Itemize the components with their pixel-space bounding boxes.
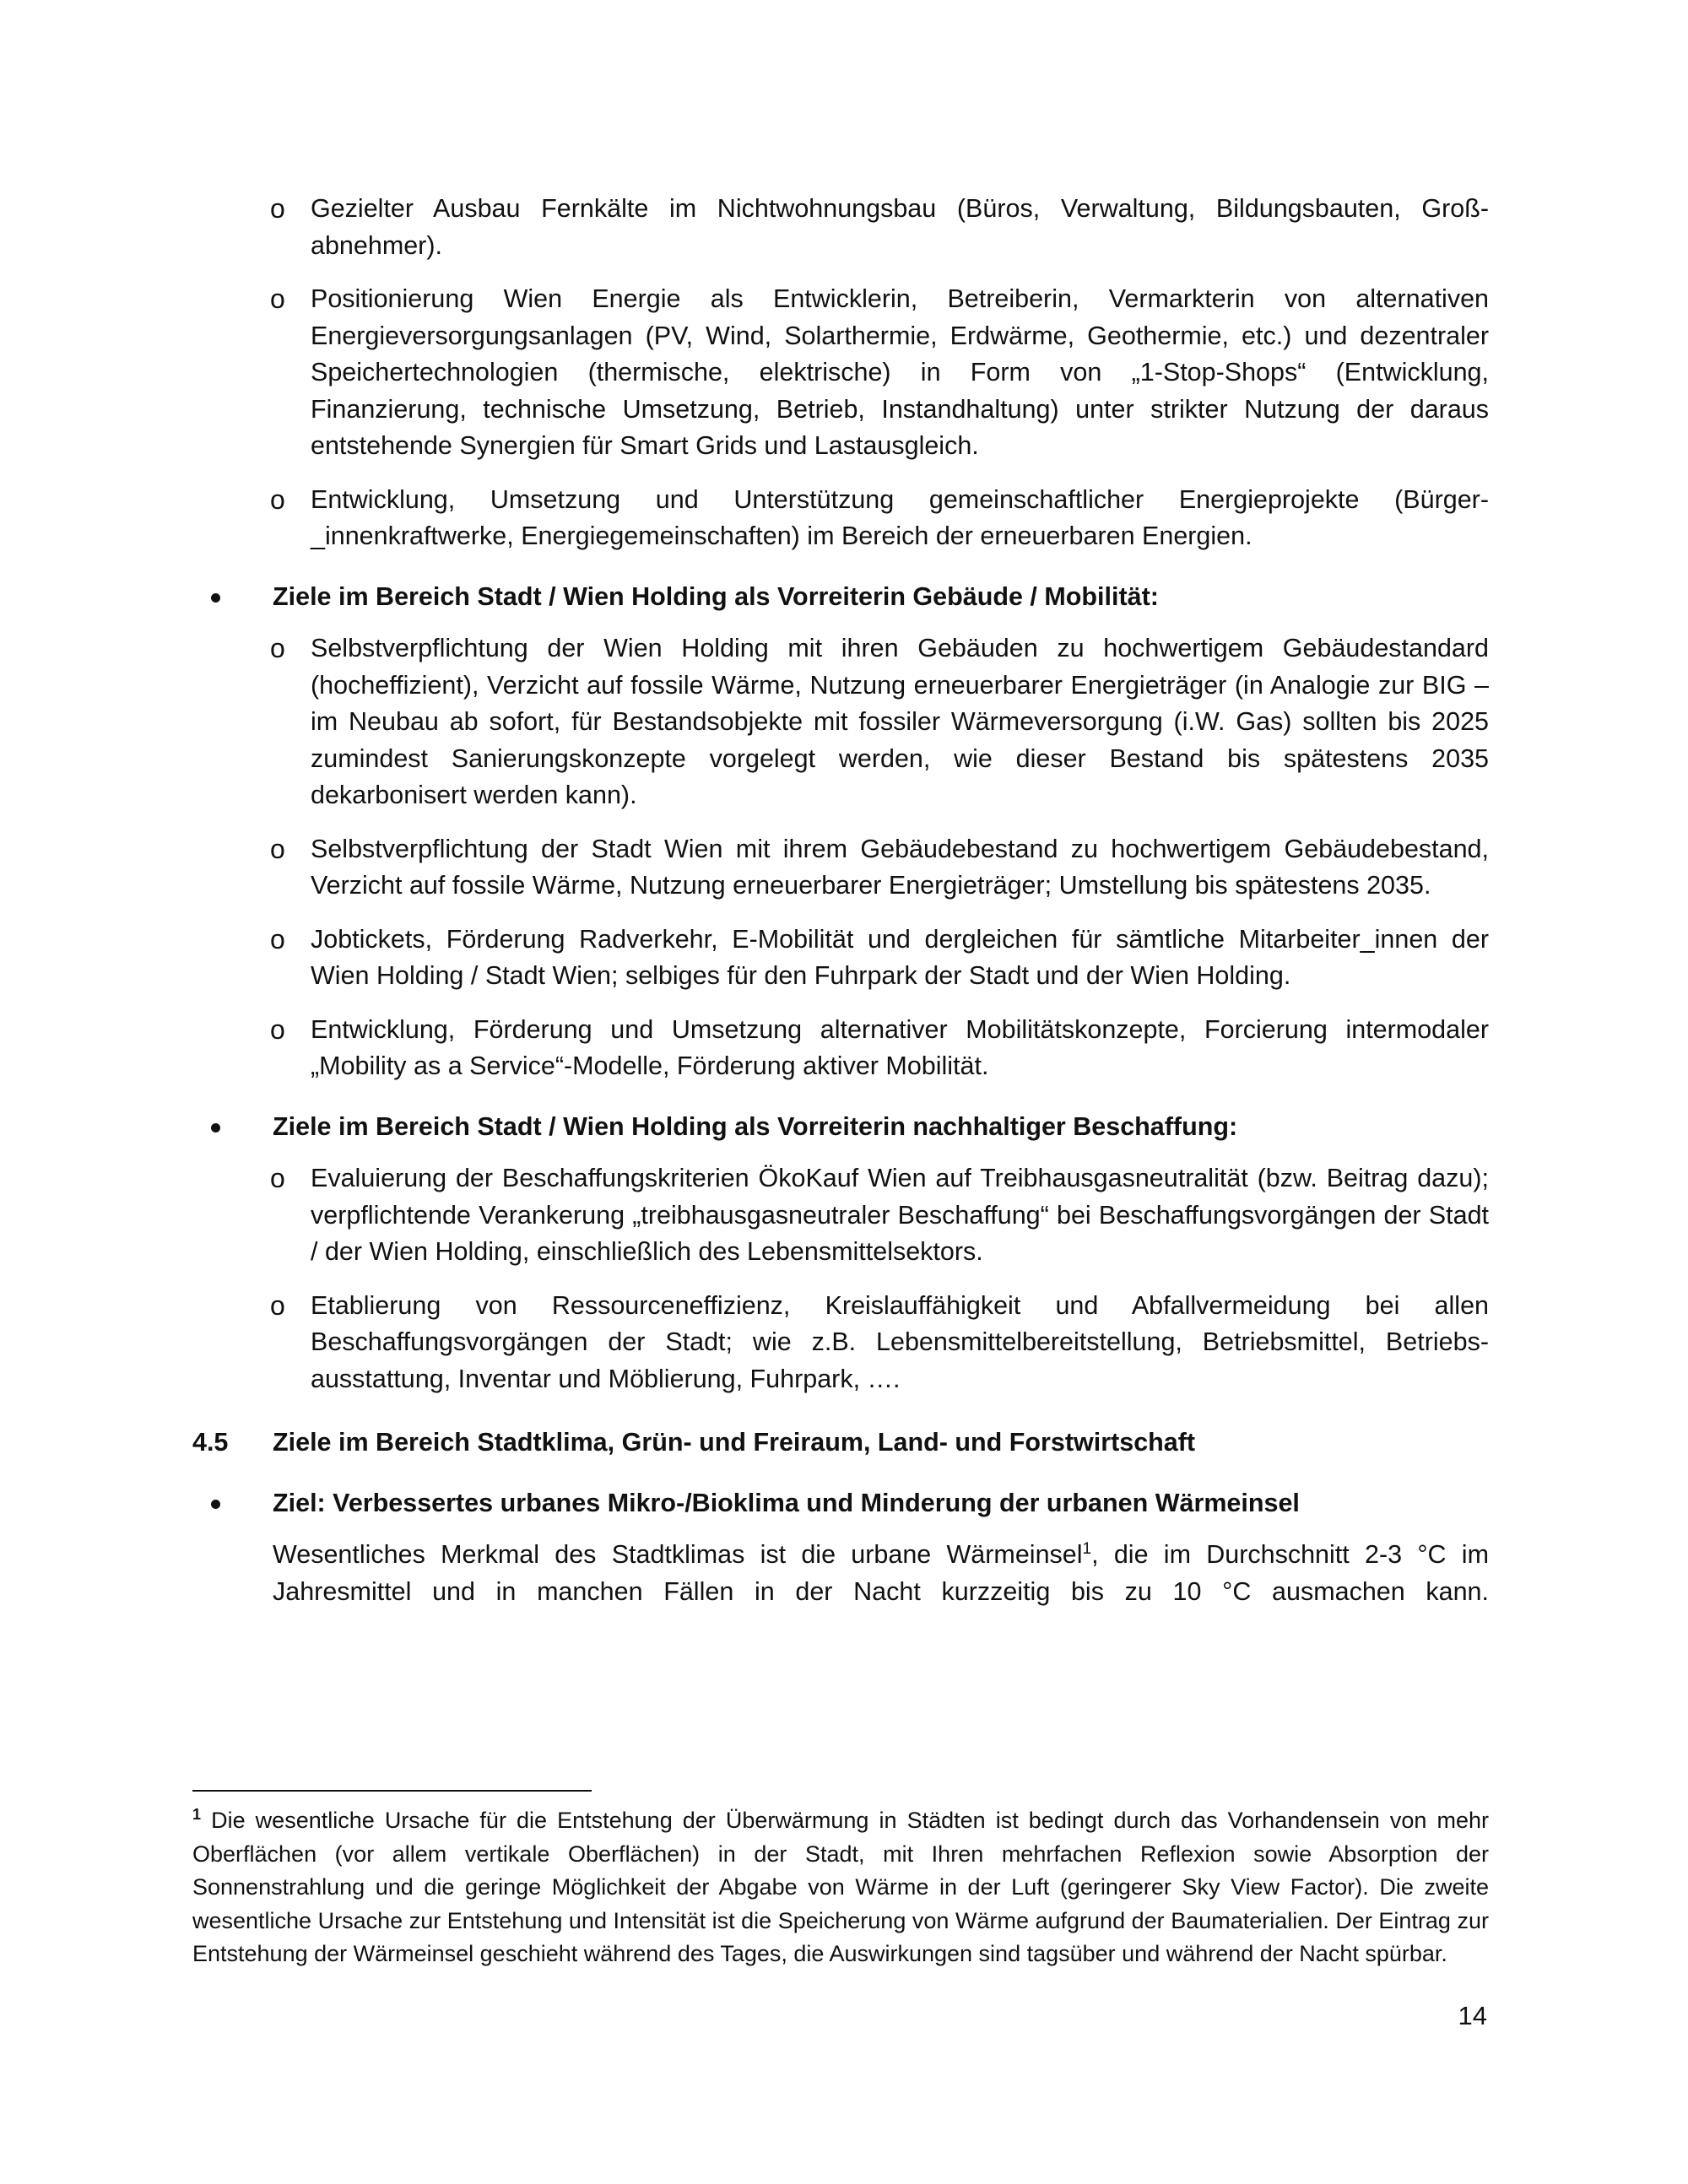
- paragraph-text-continued: , die im Durchschnitt 2-3 °C im Jahresmittel und in manchen Fällen in der Nacht kurzzeitig bis zu 10 °C ausmachen kann.: [273, 1540, 1489, 1606]
- section-title: Ziele im Bereich Stadtklima, Grün- und Freiraum, Land- und Forstwirtschaft: [273, 1428, 1196, 1457]
- section-heading: [192, 1424, 1489, 1462]
- goal-heading: [192, 1485, 1489, 1522]
- footnote-separator: [192, 1790, 592, 1792]
- list-item: [192, 191, 1489, 264]
- list-item-text: Entwicklung, Förderung und Umsetzung alternativer Mobilitätskonzepte, Forcierung intermodaler „Mobility as a Service“-Modelle, Förderung aktiver Mobilität.: [311, 1014, 1489, 1080]
- list-item-text: Jobtickets, Förderung Radverkehr, E-Mobilität und dergleichen für sämtliche Mitarbeiter_innen der Wien Holding / Stadt Wien; selbiges für den Fuhrpark der Stadt und der Wien Holding.: [311, 924, 1489, 990]
- circle-bullet-icon: o: [270, 284, 285, 314]
- list-item-text: Gezielter Ausbau Fernkälte im Nichtwohnungsbau (Büros, Verwaltung, Bildungsbauten, Großabnehmer).: [311, 194, 1489, 260]
- footnote: [192, 1804, 1489, 1971]
- list-item: [192, 281, 1489, 465]
- list-item-text: Selbstverpflichtung der Stadt Wien mit ihrem Gebäudebestand zu hochwertigem Gebäudebestand, Verzicht auf fossile Wärme, Nutzung erneuerbarer Energieträger; Umstellung bis spätestens 2035.: [311, 834, 1489, 900]
- list-item-text: Etablierung von Ressourceneffizienz, Kreislauffähigkeit und Abfallvermeidung bei allen Beschaffungsvorgängen der Stadt; wie z.B. Lebensmittelbereitstellung, Betriebsmittel, Betriebsausstattung, Inventar und Möblierung, Fuhrpark, ….: [311, 1290, 1489, 1393]
- circle-bullet-icon: o: [270, 484, 285, 515]
- bullet-heading-text: Ziele im Bereich Stadt / Wien Holding als Vorreiterin nachhaltiger Beschaffung:: [273, 1111, 1238, 1141]
- paragraph-text: Wesentliches Merkmal des Stadtklimas ist die urbane Wärmeinsel: [273, 1540, 1083, 1569]
- circle-bullet-icon: o: [270, 1014, 285, 1045]
- bullet-heading-text: Ziel: Verbessertes urbanes Mikro-/Bioklima und Minderung der urbanen Wärmeinsel: [273, 1488, 1300, 1517]
- list-item-text: Evaluierung der Beschaffungskriterien ÖkoKauf Wien auf Treibhausgasneutralität (bzw. Beitrag dazu); verpflichtende Verankerung „treibhausgasneutraler Beschaffung“ bei Beschaffungsvorgängen der Stadt / der Wien Holding, einschließlich des Lebensmittelsektors.: [311, 1164, 1489, 1266]
- main-content: [192, 191, 1489, 1610]
- section-number: 4.5: [192, 1428, 229, 1457]
- list-item-text: Positionierung Wien Energie als Entwicklerin, Betreiberin, Vermarkterin von alternativen Energieversorgungsanlagen (PV, Wind, Solarthermie, Erdwärme, Geothermie, etc.) und dezentraler Speichertechnologien (thermische, elektrische) in Form von „1-Stop-Shops“ (Entwicklung, Finanzierung, technische Umsetzung, Betrieb, Instandhaltung) unter strikter Nutzung der daraus entstehende Synergien für Smart Grids und Lastausgleich.: [311, 284, 1489, 460]
- buildings-mobility-list: [192, 630, 1489, 1085]
- list-item: [192, 831, 1489, 905]
- goal-paragraph: [192, 1537, 1489, 1610]
- circle-bullet-icon: o: [270, 1289, 285, 1321]
- list-item: [192, 1012, 1489, 1085]
- procurement-heading: [192, 1109, 1489, 1146]
- bullet-heading-text: Ziele im Bereich Stadt / Wien Holding als Vorreiterin Gebäude / Mobilität:: [273, 581, 1159, 611]
- circle-bullet-icon: o: [270, 193, 285, 224]
- page-number: 14: [1458, 2001, 1487, 2030]
- list-item: [192, 630, 1489, 814]
- circle-bullet-icon: o: [270, 1163, 285, 1193]
- bullet-dot-icon: [211, 593, 220, 603]
- list-item: [192, 922, 1489, 995]
- procurement-list: [192, 1160, 1489, 1397]
- circle-bullet-icon: o: [270, 923, 285, 954]
- list-item-text: Entwicklung, Umsetzung und Unterstützung gemeinschaftlicher Energieprojekte (Bürger_innenkraftwerke, Energiegemeinschaften) im Bereich der erneuerbaren Energien.: [311, 484, 1489, 550]
- circle-bullet-icon: o: [270, 833, 285, 864]
- list-item: [192, 482, 1489, 555]
- energy-sub-list: [192, 191, 1489, 555]
- footnote-number: 1: [192, 1806, 202, 1823]
- buildings-mobility-heading: [192, 579, 1489, 616]
- footnote-reference[interactable]: 1: [1082, 1539, 1092, 1558]
- bullet-dot-icon: [211, 1123, 220, 1133]
- list-item: [192, 1160, 1489, 1271]
- footnote-text: Die wesentliche Ursache für die Entstehung der Überwärmung in Städten ist bedingt durch das Vorhandensein von mehr Oberflächen (vor allem vertikale Oberflächen) in der Stadt, mit Ihren mehrfachen Reflexion sowie Absorption der Sonnenstrahlung und die geringe Möglichkeit der Abgabe von Wärme in der Luft (geringerer Sky View Factor). Die zweite wesentliche Ursache zur Entstehung und Intensität ist die Speicherung von Wärme aufgrund der Baumaterialien. Der Eintrag zur Entstehung der Wärmeinsel geschieht während des Tages, die Auswirkungen sind tagsüber und während der Nacht spürbar.: [192, 1808, 1489, 1966]
- bullet-dot-icon: [211, 1500, 220, 1509]
- list-item-text: Selbstverpflichtung der Wien Holding mit ihren Gebäuden zu hochwertigem Gebäudestandard (hocheffizient), Verzicht auf fossile Wärme, Nutzung erneuerbarer Energieträger (in Analogie zur BIG – im Neubau ab sofort, für Bestandsobjekte mit fossiler Wärmeversorgung (i.W. Gas) sollten bis 2025 zumindest Sanierungskonzepte vorgelegt werden, wie dieser Bestand bis spätestens 2035 dekarbonisert werden kann).: [311, 634, 1489, 809]
- circle-bullet-icon: o: [270, 633, 285, 663]
- list-item: [192, 1288, 1489, 1398]
